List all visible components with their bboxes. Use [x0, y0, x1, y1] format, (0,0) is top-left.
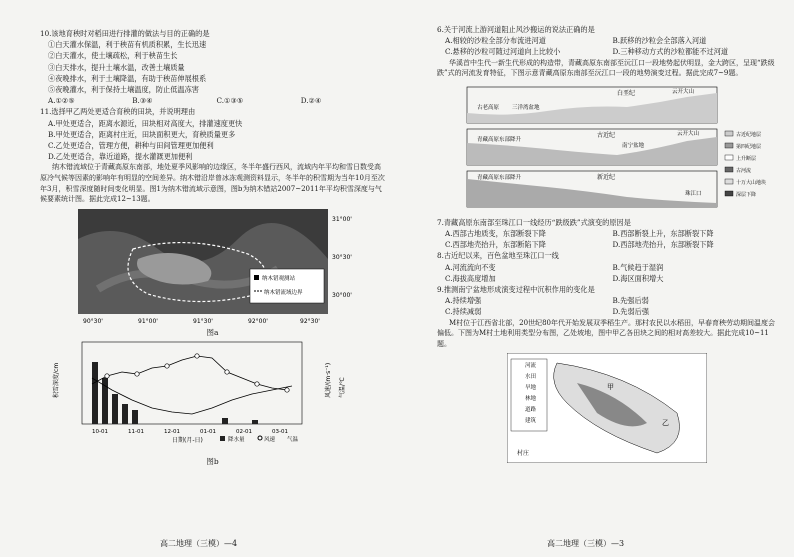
legend-forest: 林地	[525, 396, 537, 403]
q7-options-row2	[437, 239, 780, 250]
right-ylabel-temp: 气温/℃	[339, 377, 346, 398]
chart-caption: 图b	[206, 456, 219, 466]
village-label: 村庄	[517, 450, 530, 458]
lon-label: 92°00'	[248, 317, 268, 325]
q10-option-a: A.①②⑤	[48, 96, 75, 106]
namco-map-figure	[78, 209, 378, 327]
x-tick: 03-01	[272, 428, 288, 435]
profile2-label: 云开大山	[677, 130, 700, 137]
profile3-label: 青藏高原东部降升	[477, 174, 522, 181]
q9-option-c: C.持续减弱	[445, 307, 482, 317]
q10-item: ③白天排水，提升土壤水温，改善土壤质量	[48, 62, 185, 72]
profile-paleogene	[467, 129, 717, 165]
precip-bars	[92, 362, 258, 424]
legend-wind: 风速	[264, 436, 276, 443]
question-11-stem: 11.选择甲乙两处更适合育秧的田块，并说明理由	[40, 107, 196, 117]
left-ylabel: 积雪深度/cm	[53, 362, 60, 398]
map-caption: 图a	[206, 327, 219, 337]
profile-cretaceous	[467, 87, 717, 123]
legend-dryland: 旱地	[525, 385, 537, 392]
namco-climate-chart	[52, 338, 352, 456]
lon-label: 90°30'	[83, 317, 103, 325]
q8-options-row2	[437, 273, 780, 284]
lat-label: 31°00'	[332, 215, 352, 223]
map-legend	[250, 269, 324, 303]
profile1-label: 古老高原	[477, 104, 500, 111]
q9-option-b: B.先强后弱	[612, 296, 649, 306]
profile2-label: 南宁盆地	[622, 142, 645, 149]
question-7-stem: 7.青藏高原东南部至珠江口一线经历“跌级跌”式演变的原因是	[437, 217, 631, 227]
site-yi: 乙	[662, 419, 669, 428]
terrain-profiles	[447, 83, 787, 213]
legend-item: 上升断层	[736, 155, 757, 162]
intro-paragraph-terrain: 华溪首中生代一新生代形成的构造带，青藏高原东南部至沅江口一段地势起伏明显，金大跨区，呈现“跌级跌”式的河流发育特征，下图示意青藏高原东南部至沅江口一段的地势演变过程。据此完成7~9题。	[437, 58, 775, 78]
profile-neogene	[467, 171, 717, 207]
profile3-era: 新近纪	[597, 173, 616, 181]
village-landuse-map	[507, 353, 707, 463]
question-6-stem: 6.关于河流上游河道阻止风沙搬运的说法正确的是	[437, 25, 595, 34]
q6-option-a: A.相较的沙粒全部分布流进河道	[445, 36, 546, 46]
x-tick: 10-01	[92, 428, 108, 435]
q6-option-c: C.悬移的沙粒可随过河道向上比较小	[445, 47, 561, 57]
legend-building: 建筑	[525, 418, 537, 425]
q7-option-a: A.西部古地质变，东部断裂下降	[445, 229, 546, 238]
legend-item: 第四纪地层	[736, 143, 762, 150]
q6-options-row1	[437, 35, 780, 46]
x-tick: 02-01	[236, 428, 252, 435]
page-footer-left: 高二地理（三模）—4	[160, 539, 238, 548]
q8-option-a: A.河流流向不变	[445, 262, 496, 272]
namco-map	[78, 209, 378, 327]
q10-item: ④夜晚排水，利于土壤降温，有助于秧苗伸展根系	[48, 73, 207, 83]
legend-road: 道路	[525, 407, 537, 414]
right-ylabel-wind: 风速/(m·s⁻¹)	[325, 362, 332, 398]
page-footer-right: 高二地理（三模）—3	[547, 539, 625, 548]
q10-options	[40, 95, 385, 106]
climate-chart	[52, 338, 352, 456]
q8-options-row1	[437, 262, 780, 273]
q8-option-c: C.海拔高度增加	[445, 273, 496, 283]
legend-item: 深层下降	[736, 191, 757, 198]
q10-option-b: B.③④	[132, 96, 153, 106]
legend-temp: 气温	[287, 436, 299, 443]
q11-option: B.甲处更适合，距离村庄近，田块面积更大，育秧质量更多	[48, 129, 236, 139]
q10-option-c: C.①③⑤	[216, 96, 244, 106]
q11-option: C.乙处更适合，管理方便，耕种与田间管理更加便利	[48, 141, 214, 151]
legend-paddy: 水田	[525, 374, 537, 381]
profiles-legend	[725, 131, 766, 198]
intro-paragraph-namco: 纳木错流域位于青藏高原东南部，地处夏季风影响的边缘区，冬半年盛行西风，流域内年平均和雪日数受高原冷气候等因素的影响年有明显的空间差异。纳木错沿岸曾冰冻观测资料显示，冬半年的积雪期为当年10月至次年3月，积雪深度随时间变化明显。图1为纳木错流域示意图，图b为纳木错站2007~2011年平均积雪深度与气候要素统计图。据此完成12~13题。	[40, 163, 385, 204]
q8-option-b: B.气候趋于湿润	[612, 262, 664, 272]
profile1-label: 云开大山	[672, 88, 695, 95]
map-legend-station: 纳木错观测站	[262, 275, 296, 282]
x-tick: 12-01	[164, 428, 180, 435]
x-tick: 11-01	[128, 428, 144, 435]
map-legend-boundary: 纳木错流域边界	[264, 289, 303, 296]
question-8-stem: 8.古近纪以来，百色盆地至珠江口一线	[437, 251, 559, 261]
q8-option-d: D.海区面积增大	[612, 273, 664, 283]
q9-options-row1	[437, 295, 780, 306]
profile1-era: 白垩纪	[617, 89, 636, 97]
lat-label: 30°30'	[332, 253, 352, 261]
q9-options-row2	[437, 306, 780, 317]
legend-precip: 降水量	[228, 436, 245, 443]
lat-label: 30°00'	[332, 291, 352, 299]
q11-option: D.乙处更适合，靠近道路，提水灌溉更加便利	[48, 152, 193, 162]
q9-option-d: D.先弱后强	[612, 307, 650, 317]
legend-river: 河流	[525, 363, 537, 370]
q10-option-d: D.②④	[300, 96, 322, 106]
profile1-label: 三洋湾盆地	[512, 104, 540, 111]
question-10-stem: 10.该地育秧时对稻田进行排灌的做法与目的正确的是	[40, 29, 210, 38]
question-9-stem: 9.推测南宁盆地形成演变过程中沉积作用的变化是	[437, 285, 595, 295]
profile2-era: 古近纪	[597, 131, 616, 139]
q10-item: ②白天灌水，使土壤疏松，利于秧苗生长	[48, 51, 178, 61]
x-tick: 01-01	[200, 428, 216, 435]
x-label: 日期(月-日)	[172, 436, 203, 444]
lon-label: 91°00'	[138, 317, 158, 325]
intro-paragraph-village: M村位于江西省北部，20世纪80年代开始发展双季稻生产。那村农民以水稻田，早春育秧劳动期间温度会偏低。下图为M村土地利用类型分布图，乙处坡地，图中甲乙各田块之间的相对高差较大。据此完成10~11题。	[437, 318, 775, 348]
site-jia: 甲	[607, 383, 614, 392]
q7-option-d: D.西部地壳抬升，东部断裂下降	[612, 240, 714, 250]
q6-options-row2	[437, 46, 780, 57]
terrain-profiles-figure	[447, 83, 787, 213]
right-page	[397, 0, 794, 557]
q6-option-d: D.三种移动方式的沙粒都能不过河道	[612, 47, 729, 57]
legend-item: 古河流	[736, 167, 752, 174]
legend-item: 古近纪地层	[736, 131, 762, 138]
profile3-label: 珠江口	[685, 190, 702, 197]
legend-box	[511, 359, 547, 431]
profile2-label: 青藏高原东部降升	[477, 136, 522, 143]
q7-option-c: C.西部地壳抬升，东部断陷下降	[445, 240, 546, 250]
lon-label: 92°30'	[300, 317, 320, 325]
q6-option-b: B.跃移的沙粒会全部落入河道	[612, 36, 707, 46]
q10-item: ①白天灌水保温，利于秧苗有机质积累，生长迅速	[48, 40, 207, 50]
q7-option-b: B.西部断裂上升，东部断裂下降	[612, 229, 714, 238]
village-landuse-figure	[507, 353, 707, 463]
q7-options-row1	[437, 228, 780, 239]
q11-option: A.甲处更适合，距离水源近，田块相对高度大，排灌速度更快	[48, 118, 243, 128]
q9-option-a: A.持续增强	[445, 296, 482, 306]
legend-item: 十万大山地块	[736, 179, 767, 186]
lon-label: 91°30'	[193, 317, 213, 325]
q10-item: ⑤夜晚灌水，利于保持土壤温度，防止低温冻害	[48, 85, 199, 95]
